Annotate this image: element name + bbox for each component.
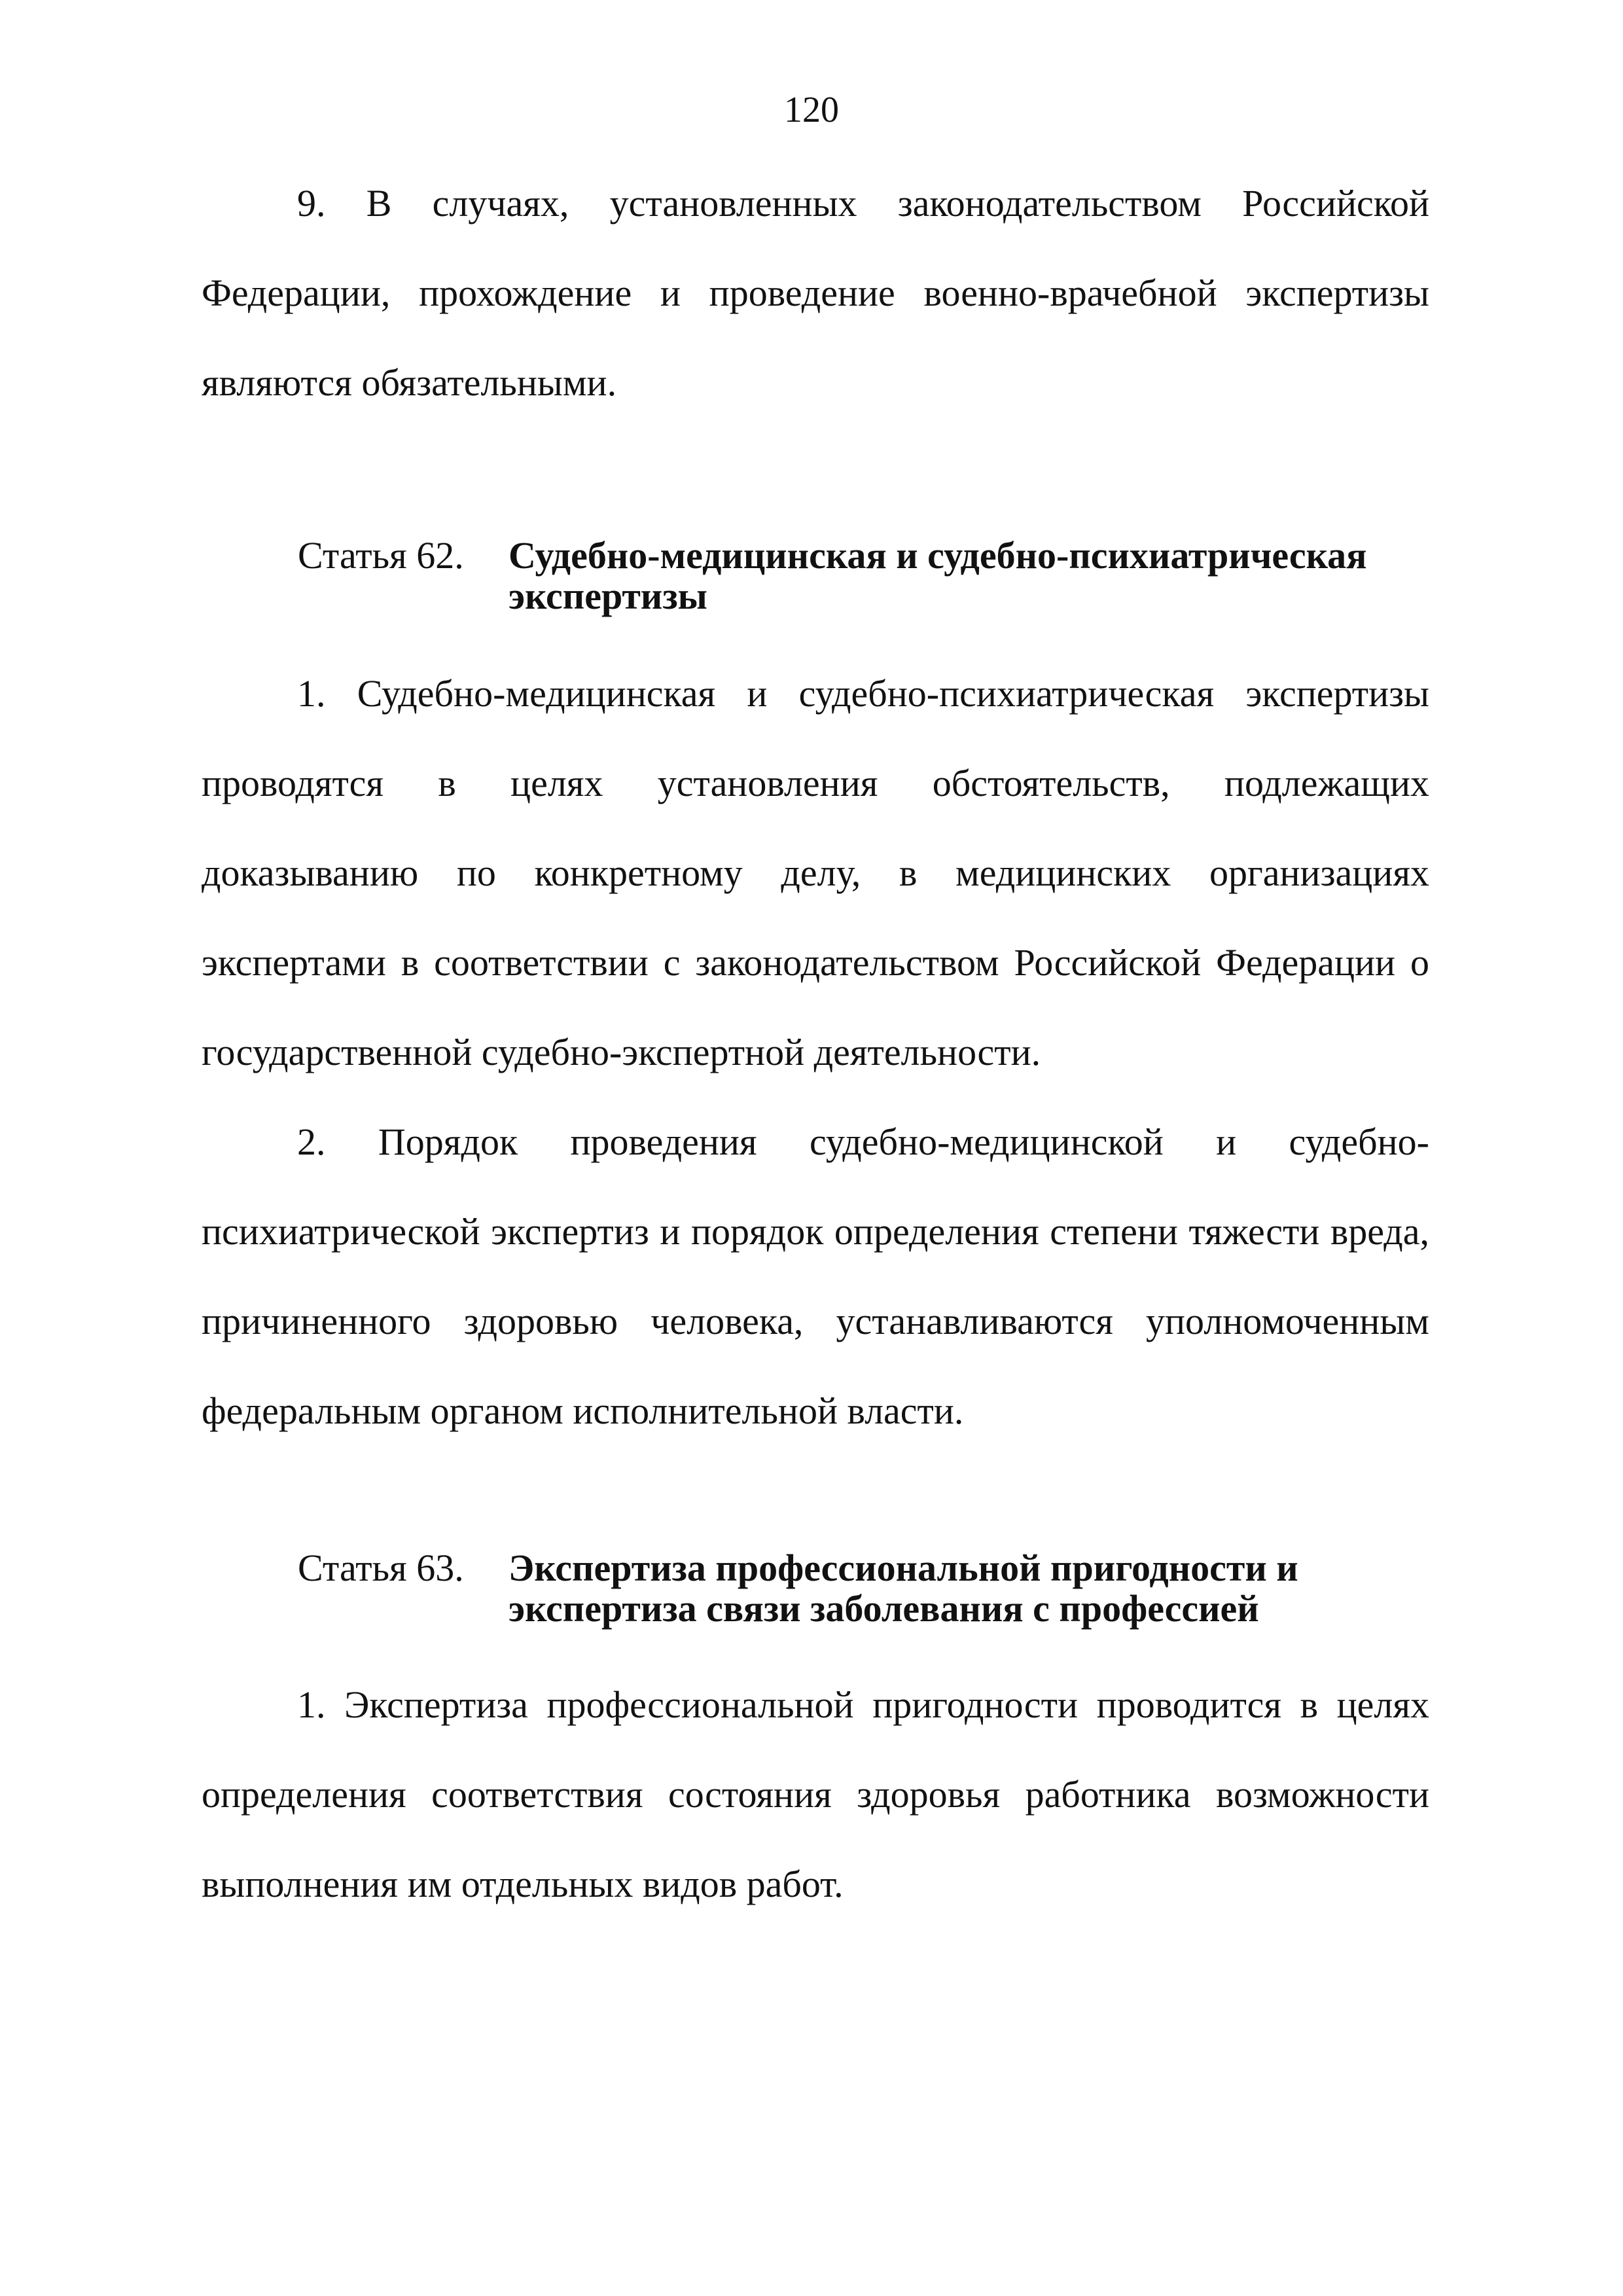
page-number: 120 — [784, 90, 839, 130]
article-63-title-line-1: Экспертиза профессиональной пригодности и — [508, 1547, 1298, 1589]
article-62-heading — [298, 535, 1443, 617]
article-62-title-line-1: Судебно-медицинская и судебно-психиатрическая — [508, 534, 1367, 577]
article-63-title — [508, 1548, 1443, 1629]
article-63-label: Статья 63. — [298, 1547, 464, 1589]
article-62-paragraph-1: 1. Судебно-медицинская и судебно-психиатрическая экспертизы проводятся в целях установления обстоятельств, подлежащих доказыванию по конкретному делу, в медицинских организациях экспертами в соответствии с законодательством Российской Федерации о государственной судебно-экспертной деятельности. — [202, 672, 1429, 1073]
article-63-body — [202, 1660, 1429, 1929]
article-62-title — [508, 535, 1443, 617]
article-63-heading — [298, 1548, 1443, 1629]
article-62-label: Статья 62. — [298, 534, 464, 577]
article-62-body — [202, 649, 1429, 1456]
paragraph-9: 9. В случаях, установленных законодательством Российской Федерации, прохождение и проведение военно-врачебной экспертизы являются обязательными. — [202, 182, 1429, 404]
intro-section — [202, 158, 1429, 427]
article-63-title-line-2: экспертиза связи заболевания с профессией — [508, 1587, 1259, 1630]
article-63-paragraph-1: 1. Экспертиза профессиональной пригодности проводится в целях определения соответствия состояния здоровья работника возможности выполнения им отдельных видов работ. — [202, 1683, 1429, 1905]
article-62-title-line-2: экспертизы — [508, 575, 707, 617]
article-62-paragraph-2: 2. Порядок проведения судебно-медицинской и судебно-психиатрической экспертиз и порядок определения степени тяжести вреда, причиненного здоровью человека, устанавливаются уполномоченным федеральным органом исполнительной власти. — [202, 1121, 1429, 1432]
